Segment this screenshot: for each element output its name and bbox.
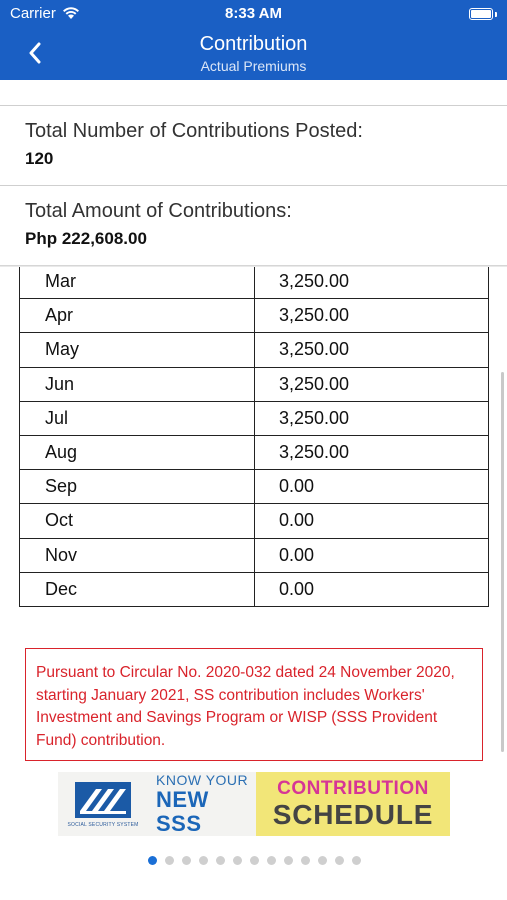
- amount-cell: 0.00: [255, 470, 489, 504]
- nav-bar: [0, 28, 507, 80]
- contribution-schedule-banner[interactable]: [58, 772, 450, 836]
- month-cell: Sep: [20, 470, 255, 504]
- page-subtitle: Actual Premiums: [200, 58, 307, 74]
- table-row: [20, 572, 489, 606]
- table-row: [20, 504, 489, 538]
- table-row: [20, 299, 489, 333]
- month-cell: Jul: [20, 401, 255, 435]
- scrollbar[interactable]: [501, 372, 504, 752]
- amount-cell: 3,250.00: [255, 333, 489, 367]
- month-cell: Mar: [20, 265, 255, 299]
- table-row: [20, 538, 489, 572]
- month-cell: Aug: [20, 435, 255, 469]
- wisp-notice-text: Pursuant to Circular No. 2020-032 dated 24 November 2020, starting January 2021, SS contribution includes Workers' Investment and Savings Program or WISP (SSS Provident Fund) contribution.: [36, 664, 455, 749]
- battery-tip: [495, 12, 497, 17]
- amount-cell: 0.00: [255, 538, 489, 572]
- table-row: [20, 401, 489, 435]
- status-time: 8:33 AM: [225, 5, 282, 22]
- total-amount-block: [0, 186, 507, 266]
- know-your-sss: [148, 772, 256, 836]
- amount-cell: 3,250.00: [255, 401, 489, 435]
- page-dot[interactable]: [352, 856, 361, 865]
- total-amount-value: Php 222,608.00: [25, 229, 147, 248]
- month-cell: Nov: [20, 538, 255, 572]
- month-cell: Apr: [20, 299, 255, 333]
- page-title: Contribution: [199, 33, 308, 55]
- summary-top-spacer: [0, 80, 507, 106]
- table-row: [20, 265, 489, 299]
- total-amount-label: Total Amount of Contributions:: [25, 200, 292, 222]
- new-sss-text: NEW SSS: [156, 787, 209, 836]
- amount-cell: 3,250.00: [255, 265, 489, 299]
- page-dot[interactable]: [182, 856, 191, 865]
- page-dot[interactable]: [318, 856, 327, 865]
- total-contributions-label: Total Number of Contributions Posted:: [25, 120, 363, 142]
- amount-cell: 0.00: [255, 504, 489, 538]
- total-contributions-block: [0, 106, 507, 186]
- month-cell: Dec: [20, 572, 255, 606]
- page-dot[interactable]: [216, 856, 225, 865]
- page-dot[interactable]: [148, 856, 157, 865]
- page-dot[interactable]: [267, 856, 276, 865]
- contribution-summary: [0, 80, 507, 266]
- month-cell: May: [20, 333, 255, 367]
- amount-cell: 3,250.00: [255, 435, 489, 469]
- amount-cell: 3,250.00: [255, 367, 489, 401]
- contribution-text: CONTRIBUTION: [277, 778, 429, 799]
- page-dot[interactable]: [165, 856, 174, 865]
- month-cell: Jun: [20, 367, 255, 401]
- page-dot[interactable]: [199, 856, 208, 865]
- table-row: [20, 470, 489, 504]
- page-indicator[interactable]: [0, 856, 507, 866]
- carrier-label: Carrier: [10, 5, 56, 22]
- wisp-notice: [25, 648, 483, 761]
- amount-cell: 3,250.00: [255, 299, 489, 333]
- know-your-text: KNOW YOUR: [156, 772, 249, 788]
- total-contributions-value: 120: [25, 149, 54, 168]
- battery-fill: [471, 10, 491, 18]
- page-dot[interactable]: [250, 856, 259, 865]
- table-row: [20, 367, 489, 401]
- table-row: [20, 333, 489, 367]
- amount-cell: 0.00: [255, 572, 489, 606]
- page-dot[interactable]: [335, 856, 344, 865]
- battery-icon: [469, 8, 493, 20]
- sss-logo: [58, 772, 148, 836]
- schedule-panel: [256, 772, 450, 836]
- sss-logo-icon: [74, 781, 132, 819]
- monthly-contributions-table: [19, 264, 489, 607]
- contributions-scroll-area[interactable]: [0, 264, 507, 900]
- table-row: [20, 435, 489, 469]
- status-bar: [0, 0, 507, 28]
- page-dot[interactable]: [301, 856, 310, 865]
- page-dot[interactable]: [284, 856, 293, 865]
- schedule-text: SCHEDULE: [272, 799, 434, 830]
- page-dot[interactable]: [233, 856, 242, 865]
- month-cell: Oct: [20, 504, 255, 538]
- sss-logo-text: SOCIAL SECURITY SYSTEM: [67, 821, 139, 828]
